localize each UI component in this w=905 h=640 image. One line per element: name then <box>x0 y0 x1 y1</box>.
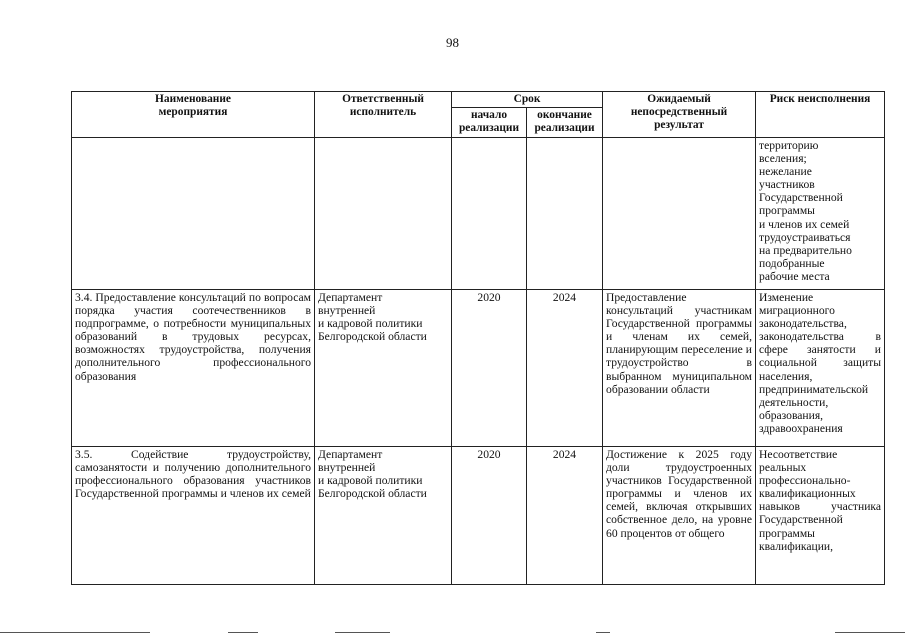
events-table <box>71 91 885 585</box>
cell-end-year <box>527 138 603 290</box>
cell-risk: территорию вселения; нежелание участников Государственной программы и членов их семей трудоустраиваться на предварительно подобранные рабочие места <box>756 138 885 290</box>
cell-expected-result: Предоставление консультаций участникам Государственной программы и членам их семей, планирующим переселение и трудоустройство в выбранном муниципальном образовании области <box>603 290 756 447</box>
cell-event-name: 3.4. Предоставление консультаций по вопросам порядка участия соотечественников в подпрограмме, о потребности муниципальных образований в трудовых ресурсах, возможностях трудоустройства, получения дополнительного профессионального образования <box>72 290 315 447</box>
cell-event-name: 3.5. Содействие трудоустройству, самозанятости и получению дополнительного профессионального образования участников Государственной программы и членов их семей <box>72 447 315 585</box>
cell-end-year: 2024 <box>527 447 603 585</box>
header-term: Срок <box>452 92 603 108</box>
cell-expected-result <box>603 138 756 290</box>
cell-start-year <box>452 138 527 290</box>
cell-executor: Департамент внутренней и кадровой политики Белгородской области <box>315 290 452 447</box>
header-executor: Ответственный исполнитель <box>315 92 452 138</box>
table-row <box>72 290 885 447</box>
scan-edge-lines <box>0 632 905 640</box>
cell-end-year: 2024 <box>527 290 603 447</box>
table-row <box>72 138 885 290</box>
cell-event-name <box>72 138 315 290</box>
cell-executor <box>315 138 452 290</box>
cell-executor: Департамент внутренней и кадровой политики Белгородской области <box>315 447 452 585</box>
cell-risk: Несоответствие реальных профессионально-квалификационных навыков участника Государственной программы квалификации, <box>756 447 885 585</box>
table-row <box>72 447 885 585</box>
header-expected-result: Ожидаемый непосредственный результат <box>603 92 756 138</box>
cell-expected-result: Достижение к 2025 году доли трудоустроенных участников Государственной программы и членов их семей, включая открывших собственное дело, на уровне 60 процентов от общего <box>603 447 756 585</box>
header-risk: Риск неисполнения <box>756 92 885 138</box>
page-number: 98 <box>446 35 459 50</box>
cell-risk: Изменение миграционного законодательства, законодательства в сфере занятости и социальной защиты населения, предпринимательской деятельности, образования, здравоохранения <box>756 290 885 447</box>
cell-start-year: 2020 <box>452 290 527 447</box>
header-start: начало реализации <box>452 108 527 138</box>
header-end: окончание реализации <box>527 108 603 138</box>
cell-start-year: 2020 <box>452 447 527 585</box>
header-event-name: Наименование мероприятия <box>72 92 315 138</box>
